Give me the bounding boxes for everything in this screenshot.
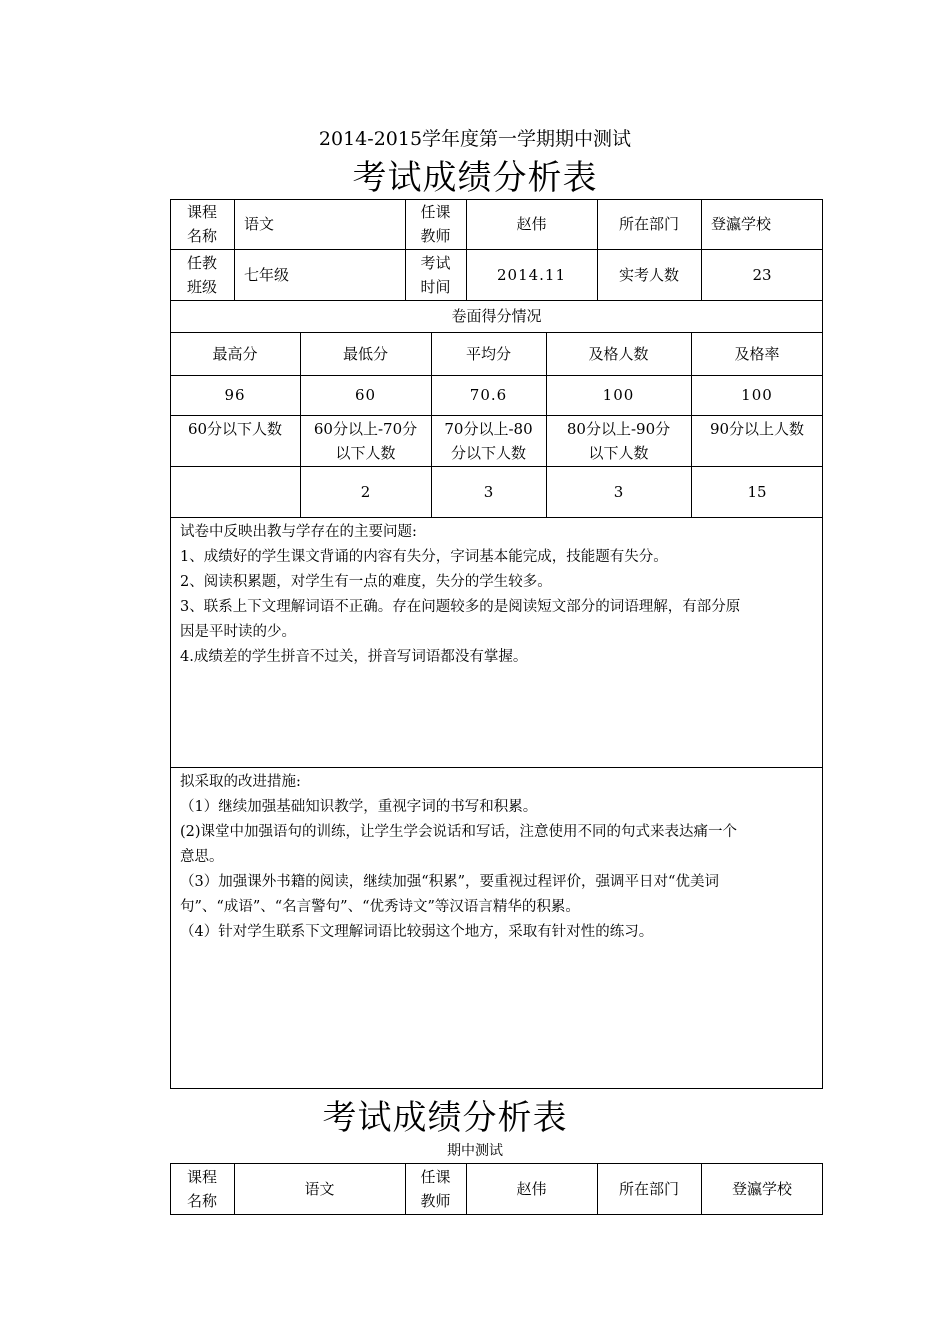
course-label-line2: 名称 — [186, 227, 217, 245]
measures-heading: 拟采取的改进措施: — [180, 774, 301, 790]
measures-item: （1）继续加强基础知识教学，重视字词的书写和积累。 — [180, 799, 538, 815]
problems-item: 1、成绩好的学生课文背诵的内容有失分，字词基本能完成，技能题有失分。 — [180, 549, 668, 565]
second-title: 考试成绩分析表 — [322, 1098, 568, 1138]
time-label-line2: 时间 — [420, 277, 451, 296]
score-header-pass-count: 及格人数 — [588, 344, 649, 363]
class-label-line2: 班级 — [186, 277, 217, 296]
course-value: 语文 — [244, 215, 275, 233]
teacher-value: 赵伟 — [516, 215, 547, 233]
dist-value-70-80: 3 — [483, 482, 494, 501]
second-dept-label: 所在部门 — [618, 1180, 679, 1198]
second-teacher-label-line2: 教师 — [420, 1192, 451, 1210]
document-subtitle: 2014-2015学年度第一学期期中测试 — [318, 128, 632, 150]
count-value: 23 — [752, 265, 772, 284]
dist-header-below-60 — [170, 415, 300, 466]
dist-value-below-60 — [170, 466, 300, 517]
score-value-min: 60 — [354, 386, 377, 404]
course-label — [170, 199, 234, 249]
dept-value: 登瀛学校 — [711, 215, 772, 233]
score-value-avg: 70.6 — [469, 386, 508, 404]
dist-header-70-80 — [431, 415, 546, 466]
second-course-value: 语文 — [304, 1180, 335, 1198]
measures-section — [170, 767, 823, 1089]
second-course-label-line2: 名称 — [186, 1192, 217, 1210]
dist-header-text: 以下人数 — [588, 444, 649, 462]
problems-item: 因是平时读的少。 — [180, 624, 296, 640]
problems-item: 2、阅读积累题，对学生有一点的难度，失分的学生较多。 — [180, 574, 552, 590]
class-label-line1: 任教 — [186, 253, 217, 272]
document-title: 考试成绩分析表 — [352, 158, 598, 198]
dept-label: 所在部门 — [618, 215, 679, 233]
dist-header-text: 60分以上-70分 — [313, 420, 418, 438]
second-dept-value: 登瀛学校 — [731, 1180, 792, 1198]
second-subtitle: 期中测试 — [447, 1143, 503, 1159]
time-value: 2014.11 — [496, 265, 567, 284]
teacher-label-line2: 教师 — [420, 227, 451, 245]
score-value-pass-rate: 100 — [741, 386, 773, 404]
dist-value-above-90: 15 — [747, 482, 767, 501]
dist-value-60-70: 2 — [360, 482, 371, 501]
measures-item: 意思。 — [180, 849, 224, 865]
class-label — [170, 249, 234, 300]
class-value: 七年级 — [244, 265, 290, 284]
dist-header-text: 60分以下人数 — [187, 420, 283, 438]
time-label — [405, 249, 466, 300]
measures-item: （3）加强课外书籍的阅读，继续加强“积累”，要重视过程评价，强调平日对“优美词 — [180, 874, 719, 890]
problems-item: 4.成绩差的学生拼音不过关，拼音写词语都没有掌握。 — [180, 649, 528, 665]
count-label: 实考人数 — [618, 265, 679, 284]
score-header-pass-rate: 及格率 — [734, 344, 780, 363]
time-label-line1: 考试 — [420, 253, 451, 272]
second-teacher-label — [405, 1163, 466, 1215]
dist-value-80-90: 3 — [613, 482, 624, 501]
course-label-line1: 课程 — [186, 203, 217, 221]
dist-header-text: 分以下人数 — [450, 444, 526, 462]
second-teacher-label-line1: 任课 — [420, 1168, 451, 1186]
problems-section — [170, 517, 823, 767]
score-value-pass-count: 100 — [602, 386, 635, 404]
score-section-title: 卷面得分情况 — [451, 307, 542, 325]
second-course-label-line1: 课程 — [186, 1168, 217, 1186]
problems-item: 3、联系上下文理解词语不正确。存在问题较多的是阅读短文部分的词语理解，有部分原 — [180, 599, 741, 615]
measures-item: 句”、“成语”、“名言警句”、“优秀诗文”等汉语言精华的积累。 — [180, 899, 580, 915]
dist-header-text: 以下人数 — [335, 444, 396, 462]
second-teacher-value: 赵伟 — [516, 1180, 547, 1198]
score-header-avg: 平均分 — [465, 344, 511, 363]
teacher-label-line1: 任课 — [420, 203, 451, 221]
dist-header-80-90 — [546, 415, 691, 466]
problems-heading: 试卷中反映出教与学存在的主要问题: — [180, 524, 417, 540]
score-header-max: 最高分 — [212, 344, 258, 363]
score-header-min: 最低分 — [342, 344, 388, 363]
measures-item: （4）针对学生联系下文理解词语比较弱这个地方，采取有针对性的练习。 — [180, 924, 654, 940]
dist-header-60-70 — [300, 415, 431, 466]
dist-header-above-90 — [691, 415, 823, 466]
second-course-label — [170, 1163, 234, 1215]
teacher-label — [405, 199, 466, 249]
score-value-max: 96 — [224, 386, 246, 404]
dist-header-text: 70分以上-80 — [444, 420, 533, 438]
measures-item: (2)课堂中加强语句的训练，让学生学会说话和写话，注意使用不同的句式来表达痛一个 — [180, 824, 738, 840]
dist-header-text: 80分以上-90分 — [566, 420, 671, 438]
dist-header-text: 90分以上人数 — [709, 420, 805, 438]
